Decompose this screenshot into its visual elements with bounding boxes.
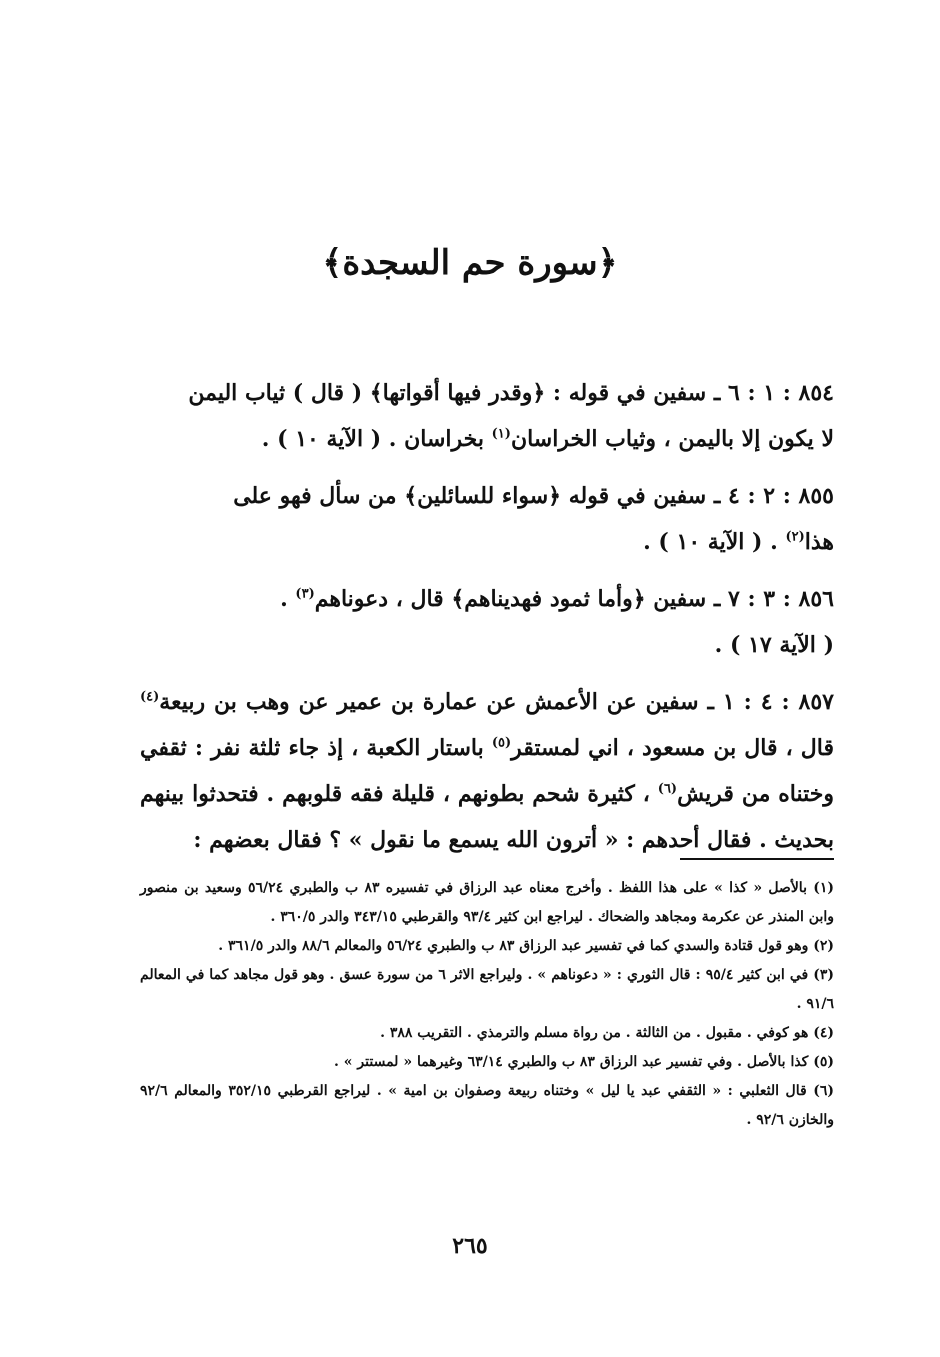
- entry-text: .: [280, 586, 296, 612]
- entry-line: [140, 519, 834, 565]
- footnote-3: (٣) في ابن كثير ٩٥/٤ : قال الثوري : « دعوناهم » . وليراجع الاثر ٦ من سورة عسق . وهو قول مجاهد كما في المعالم ٩١/٦ .: [140, 967, 835, 1012]
- entry-857: [140, 679, 834, 863]
- entry-text: بخراسان . ( الآية ١٠ ) .: [261, 426, 492, 452]
- footnote-ref[interactable]: (٢): [785, 529, 805, 545]
- page-number: ٢٦٥: [452, 1233, 488, 1259]
- footnote-6: (٦) قال الثعلبي : « الثقفي عبد يا ليل » وختناه ربيعة وصفوان بن امية » . ليراجع القرطبي ٣٥٢/١٥ والمعالم ٩٢/٦ والخازن ٩٢/٦ .: [140, 1083, 834, 1128]
- footnote-ref[interactable]: (١): [491, 426, 511, 442]
- footnote-2: (٢) وهو قول قتادة والسدي كما في تفسير عبد الرزاق ٨٣ ب والطبري ٥٦/٢٤ والمعالم ٨٨/٦ والدر ٣٦١/٥ .: [218, 938, 834, 954]
- entry-text: ٨٥٧ : ٤ : ١ ـ سفين عن الأعمش عن عمارة بن عمير عن وهب بن ربيعة: [159, 689, 834, 715]
- entry-text: قال ، قال بن مسعود ، اني لمستقر: [511, 735, 834, 761]
- surah-title: ﴿سورة حم السجدة﴾: [322, 243, 618, 283]
- entry-854: [140, 370, 834, 462]
- main-text: [140, 370, 834, 874]
- entry-text: ، كثيرة شحم بطونهم ، قليلة فقه قلوبهم . فتحدثوا بينهم بحديث . فقال أحدهم : « أترون الله يسمع ما نقول » ؟ فقال بعضهم :: [140, 781, 834, 853]
- footnote-5: (٥) كذا بالأصل . وفي تفسير عبد الرزاق ٨٣ ب والطبري ٦٣/١٤ وغيرهما « لمستتر » .: [334, 1054, 834, 1070]
- entry-text: باستار الكعبة ، إذ جاء ثلثة نفر : ثقفي وختناه من قريش: [140, 735, 834, 807]
- entry-line: ٨٥٥ : ٢ : ٤ ـ سفين في قوله ﴿سواء للسائلين﴾ من سأل فهو على: [233, 483, 834, 509]
- entry-paragraph: [140, 679, 834, 863]
- entry-855: [140, 473, 834, 565]
- footnote-4: (٤) هو كوفي . مقبول . من الثالثة . من رواة مسلم والترمذي . التقريب ٣٨٨ .: [380, 1025, 834, 1041]
- entry-line: ٨٥٤ : ١ : ٦ ـ سفين في قوله : ﴿وقدر فيها أقواتها﴾ ( قال ) ثياب اليمن: [188, 380, 834, 406]
- entry-text: لا يكون إلا باليمن ، وثياب الخراسان: [510, 426, 834, 452]
- footnote-ref[interactable]: (٤): [140, 689, 160, 705]
- entry-line: [140, 416, 834, 462]
- entry-text: . ( الآية ١٠ ) .: [643, 529, 786, 555]
- entry-line: [140, 576, 834, 622]
- entry-text: ٨٥٦ : ٣ : ٧ ـ سفين ﴿وأما ثمود فهديناهم﴾ قال ، دعوناهم: [314, 586, 834, 612]
- entry-text: هذا: [804, 529, 834, 555]
- footnote-divider: [680, 858, 834, 860]
- footnote-1: (١) بالأصل « كذا » على هذا اللفظ . وأخرج معناه عبد الرزاق في تفسيره ٨٣ ب والطبري ٥٦/٢٤ وسعيد بن منصور وابن المنذر عن عكرمة ومجاهد والضحاك . ليراجع ابن كثير ٩٣/٤ والقرطبي ٣٤٣/١٥ والدر ٣٦٠/٥ .: [140, 880, 835, 925]
- entry-856: [140, 576, 834, 668]
- footnote-ref[interactable]: (٥): [491, 735, 512, 751]
- footnote-ref[interactable]: (٦): [657, 781, 678, 797]
- footnotes: [140, 874, 834, 1135]
- entry-line: ( الآية ١٧ ) .: [714, 632, 834, 658]
- footnote-ref[interactable]: (٣): [295, 586, 315, 602]
